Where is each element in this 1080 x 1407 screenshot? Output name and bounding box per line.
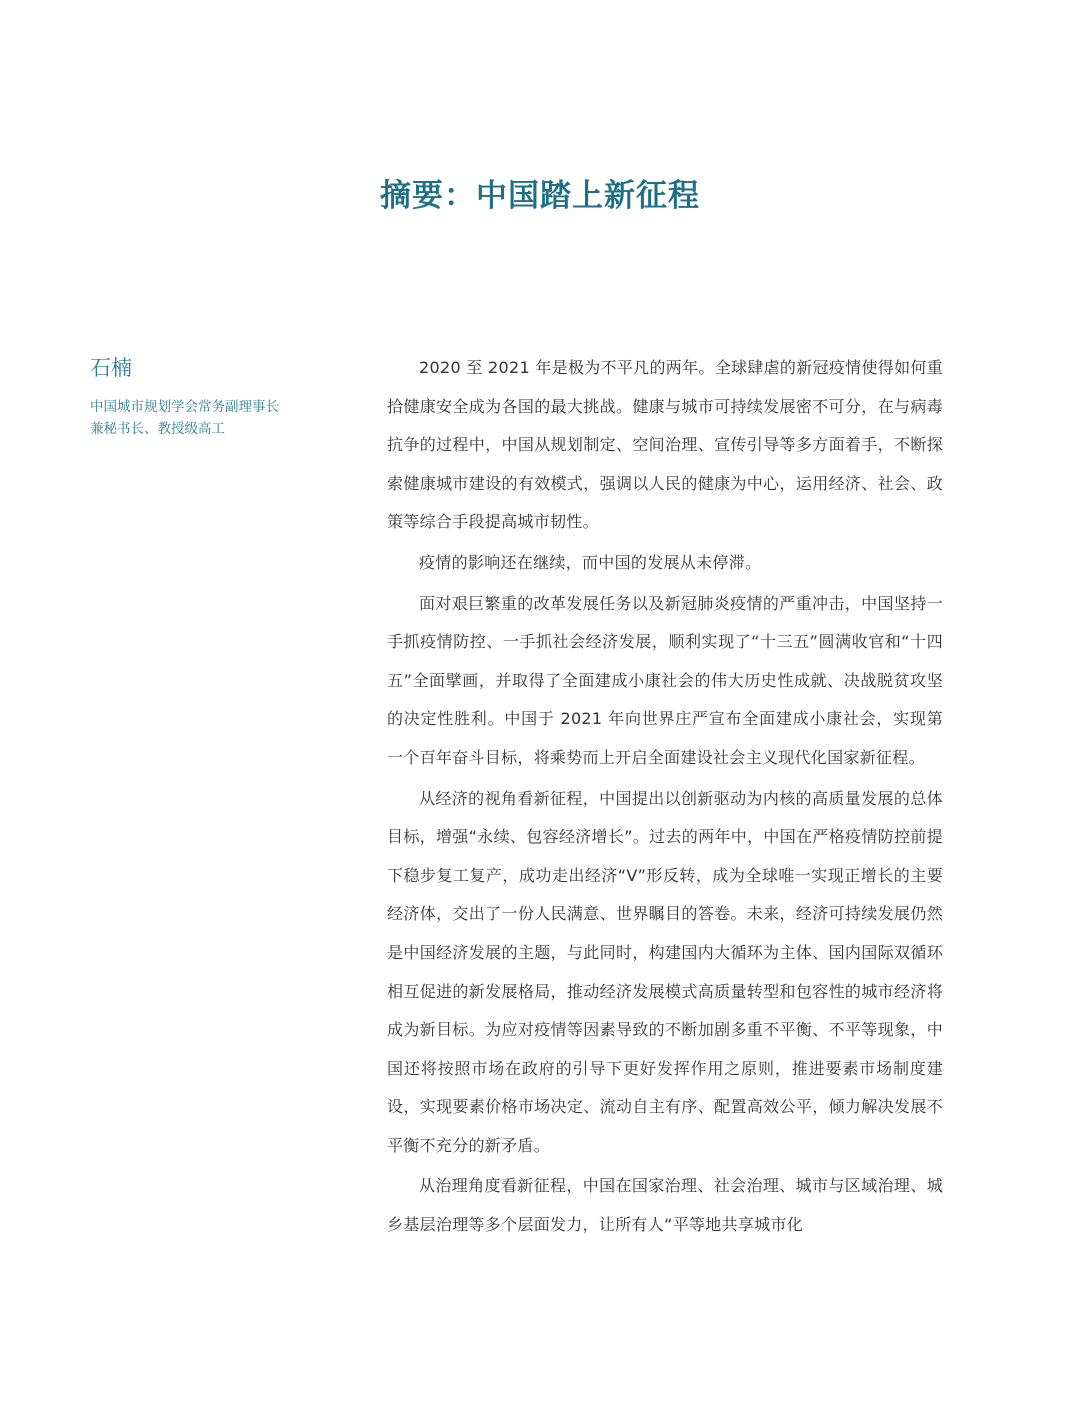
author-position: 中国城市规划学会常务副理事长兼秘书长、教授级高工 [90, 399, 279, 437]
paragraph-2: 疫情的影响还在继续，而中国的发展从未停滞。 [419, 552, 762, 572]
paragraph-4: 从经济的视角看新征程，中国提出以创新驱动为内核的高质量发展的总体目标，增强“永续、包容经济增长”。过去的两年中，中国在严格疫情防控前提下稳步复工复产，成功走出经济“V”形反转，成为全球唯一实现正增长的主要经济体，交出了一份人民满意、世界瞩目的答卷。未来，经济可持续发展仍然是中国经济发展的主题，与此同时，构建国内大循环为主体、国内国际双循环相互促进的新发展格局，推动经济发展模式高质量转型和包容性的城市经济将成为新目标。为应对疫情等因素导致的不断加剧多重不平衡、不平等现象，中国还将按照市场在政府的引导下更好发挥作用之原则，推进要素市场制度建设，实现要素价格市场决定、流动自主有序、配置高效公平，倾力解决发展不平衡不充分的新矛盾。 [387, 788, 943, 1155]
abstract-body [387, 349, 943, 1247]
paragraph-1: 2020 至 2021 年是极为不平凡的两年。全球肆虐的新冠疫情使得如何重拾健康安全成为各国的最大挑战。健康与城市可持续发展密不可分，在与病毒抗争的过程中，中国从规划制定、空间治理、宣传引导等多方面着手，不断探索健康城市建设的有效模式，强调以人民的健康为中心，运用经济、社会、政策等综合手段提高城市韧性。 [387, 358, 943, 532]
paragraph-5: 从治理角度看新征程，中国在国家治理、社会治理、城市与区域治理、城乡基层治理等多个层面发力，让所有人“平等地共享城市化 [387, 1176, 943, 1235]
page-title: 摘要：中国踏上新征程 [380, 178, 700, 214]
author-name: 石楠 [90, 356, 132, 380]
paragraph-3: 面对艰巨繁重的改革发展任务以及新冠肺炎疫情的严重冲击，中国坚持一手抓疫情防控、一手抓社会经济发展，顺利实现了“十三五”圆满收官和“十四五”全面擘画，并取得了全面建成小康社会的伟大历史性成就、决战脱贫攻坚的决定性胜利。中国于 2021 年向世界庄严宣布全面建成小康社会，实现第一个百年奋斗目标，将乘势而上开启全面建设社会主义现代化国家新征程。 [387, 593, 943, 767]
author-block [90, 352, 290, 440]
